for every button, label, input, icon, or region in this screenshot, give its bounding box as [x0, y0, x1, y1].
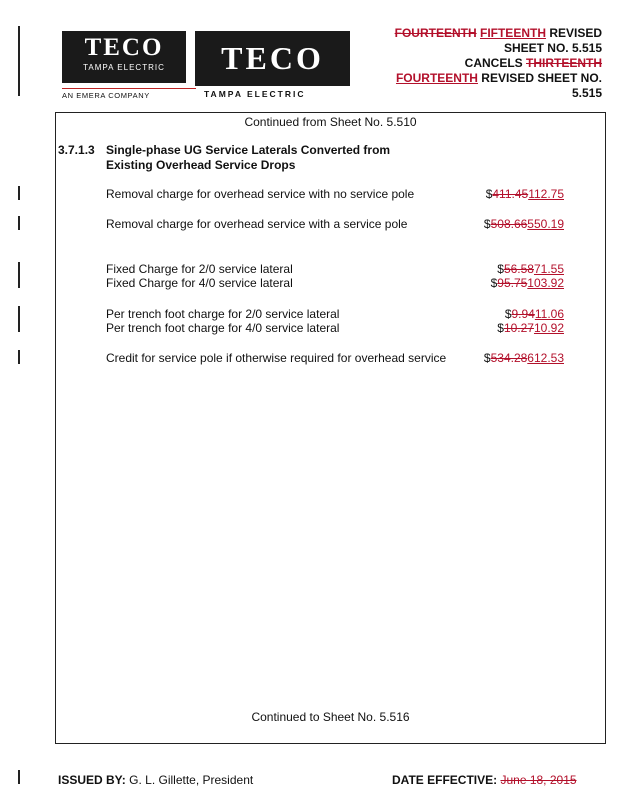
logo-new-name: TECO: [221, 40, 324, 76]
section-number: 3.7.1.3: [58, 143, 95, 157]
cancels-label: CANCELS: [464, 56, 526, 70]
revision-bar: [18, 770, 20, 784]
charge-value: $56.5871.55: [497, 262, 564, 276]
new-rate: 112.75: [528, 187, 564, 201]
revision-deleted: FOURTEENTH: [394, 26, 477, 40]
effective-label: DATE EFFECTIVE:: [392, 773, 498, 787]
content-box: [55, 112, 606, 744]
revision-bar: [18, 216, 20, 230]
old-rate: 508.66: [490, 217, 528, 231]
revision-inserted: FIFTEENTH: [479, 26, 546, 40]
logo-old-name: TECO: [84, 34, 164, 61]
section-title-line1: Single-phase UG Service Laterals Converted from: [106, 143, 391, 157]
new-rate: 71.55: [533, 262, 564, 276]
new-rate: 103.92: [527, 276, 564, 290]
charge-value: $95.75103.92: [490, 276, 564, 290]
charge-label: Removal charge for overhead service with a service pole: [106, 217, 408, 231]
charge-value: $9.9411.06: [504, 307, 564, 321]
old-rate: 95.75: [497, 276, 528, 290]
revision-bar: [18, 26, 20, 96]
revision-bar: [18, 306, 20, 332]
charge-label: Fixed Charge for 2/0 service lateral: [106, 262, 293, 276]
charge-label: Fixed Charge for 4/0 service lateral: [106, 276, 293, 290]
charge-label: Per trench foot charge for 4/0 service lateral: [106, 321, 340, 335]
charge-value: $411.45112.75: [485, 187, 564, 201]
issued-value: G. L. Gillette, President: [129, 773, 254, 787]
revision-suffix: REVISED: [545, 26, 602, 40]
cancels-line-2: [352, 71, 602, 86]
teco-logo-old: [62, 31, 186, 83]
charge-value: $508.66550.19: [483, 217, 564, 231]
old-rate: 411.45: [492, 187, 529, 201]
cancels-sheet: 5.515: [571, 86, 602, 100]
logo-old-sub: TAMPA ELECTRIC: [83, 63, 165, 72]
emera-tagline: AN EMERA COMPANY: [62, 88, 196, 100]
sheet-number: SHEET NO. 5.515: [503, 41, 602, 55]
charge-value: $534.28612.53: [483, 351, 564, 365]
old-rate: 56.58: [503, 262, 534, 276]
new-rate: 10.92: [533, 321, 564, 335]
old-rate: 10.27: [503, 321, 534, 335]
revision-bar: [18, 350, 20, 364]
sheet-header: [352, 26, 602, 101]
teco-logo-new: [195, 31, 350, 86]
revision-bar: [18, 262, 20, 288]
charge-label: Credit for service pole if otherwise required for overhead service: [106, 351, 447, 365]
revision-bar: [18, 186, 20, 200]
cancels-deleted: THIRTEENTH: [526, 56, 602, 70]
old-rate: 534.28: [490, 351, 528, 365]
date-effective: [392, 773, 577, 787]
charge-label: Removal charge for overhead service with no service pole: [106, 187, 415, 201]
old-rate: 9.94: [511, 307, 535, 321]
section-title: [106, 143, 390, 173]
continued-to: Continued to Sheet No. 5.516: [251, 710, 410, 724]
new-rate: 550.19: [527, 217, 564, 231]
section-title-line2: Existing Overhead Service Drops: [106, 158, 296, 172]
logo-new-sub: TAMPA ELECTRIC: [204, 89, 306, 99]
revision-line: [352, 26, 602, 41]
charge-value: $10.2710.92: [497, 321, 564, 335]
issued-label: ISSUED BY:: [58, 773, 126, 787]
new-rate: 11.06: [534, 307, 564, 321]
charge-label: Per trench foot charge for 2/0 service lateral: [106, 307, 340, 321]
cancels-line: [352, 56, 602, 71]
cancels-inserted: FOURTEENTH: [395, 71, 478, 85]
effective-deleted: June 18, 2015: [500, 773, 577, 787]
cancels-rest: REVISED SHEET NO.: [477, 71, 602, 85]
issued-by: [58, 773, 253, 787]
new-rate: 612.53: [527, 351, 564, 365]
continued-from: Continued from Sheet No. 5.510: [244, 115, 417, 129]
